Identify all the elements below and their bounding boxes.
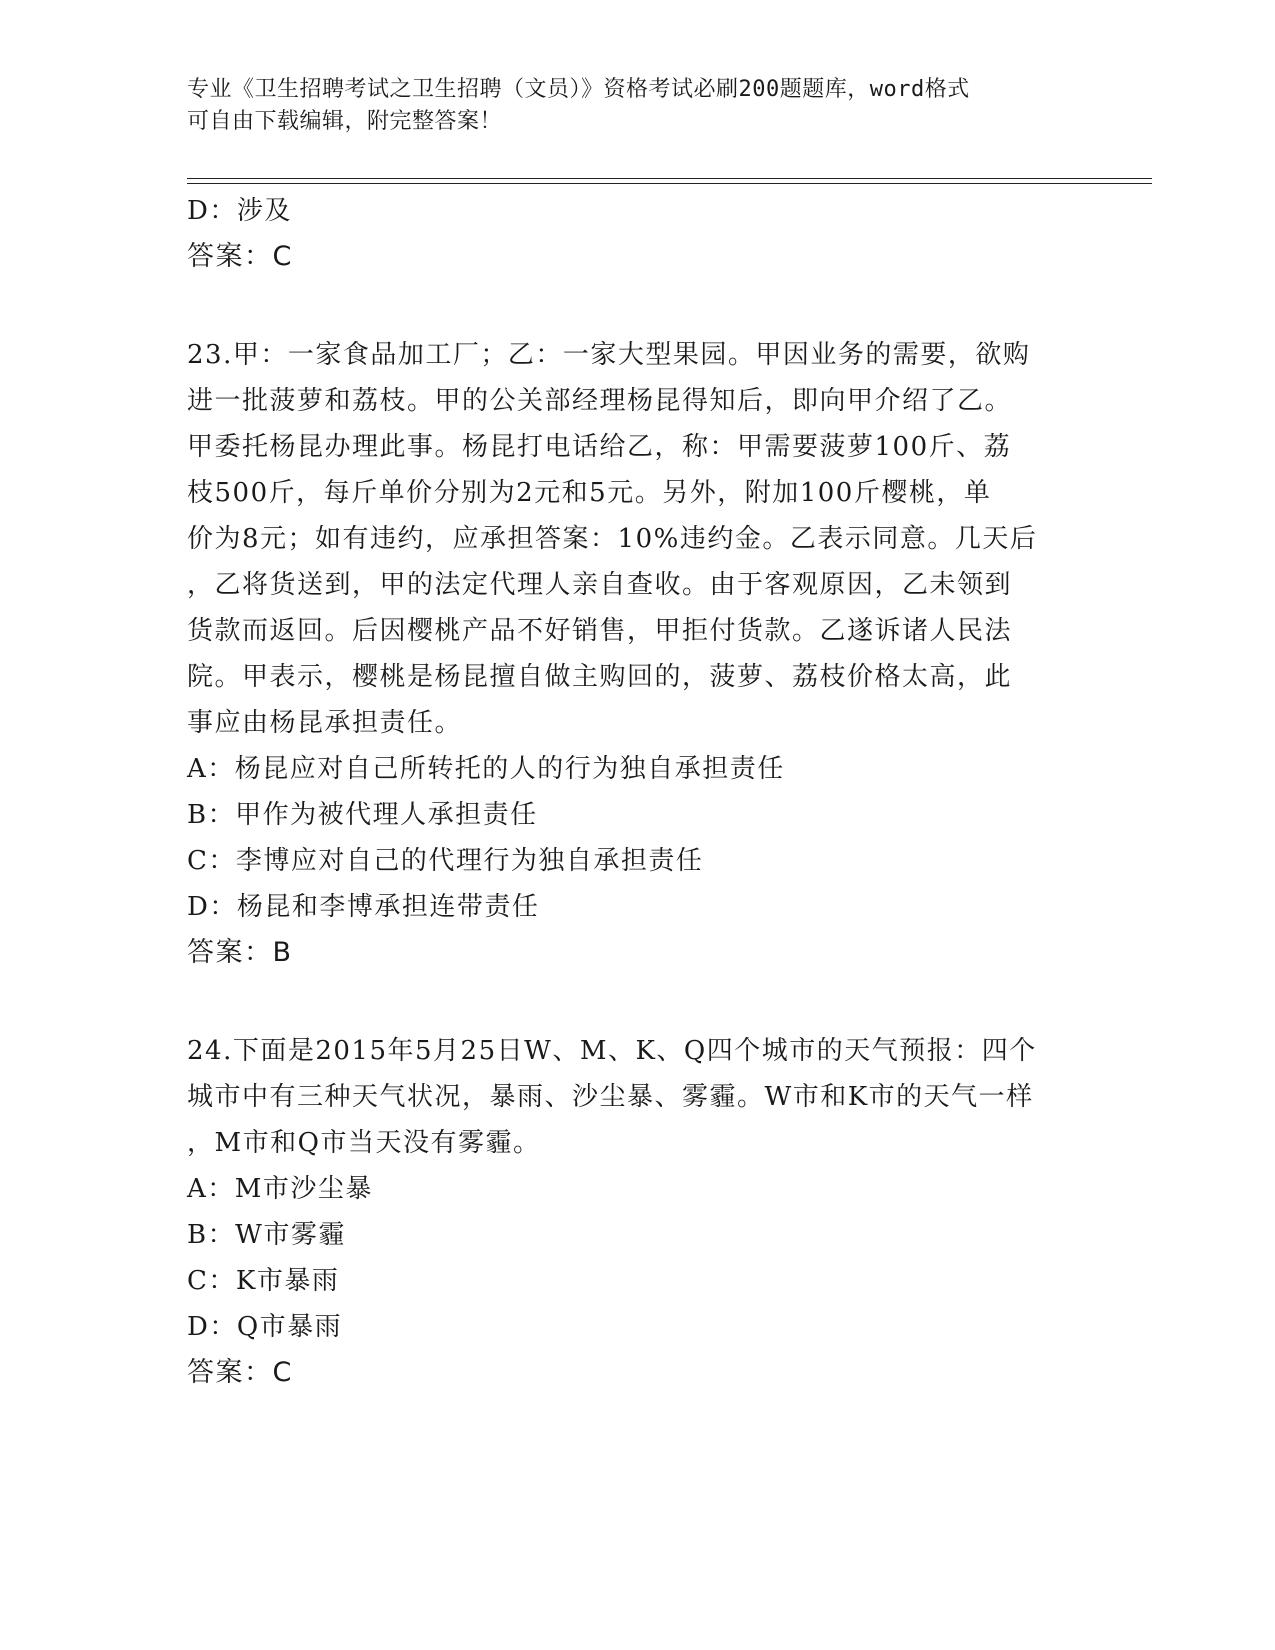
question-23 xyxy=(187,332,1087,976)
question-24 xyxy=(187,1028,1087,1396)
q23-text-line: 甲委托杨昆办理此事。杨昆打电话给乙，称：甲需要菠萝100斤、荔 xyxy=(187,432,1012,462)
q23-option-c: C：李博应对自己的代理行为独自承担责任 xyxy=(187,846,704,876)
q24-text-line: 城市中有三种天气状况，暴雨、沙尘暴、雾霾。W市和K市的天气一样 xyxy=(187,1082,1034,1112)
spacer xyxy=(187,280,1087,332)
q23-text-line: 23.甲：一家食品加工厂；乙：一家大型果园。甲因业务的需要，欲购 xyxy=(187,340,1031,370)
header-divider-top xyxy=(187,178,1152,179)
header-divider-bottom xyxy=(187,183,1152,184)
q23-text-line: ，乙将货送到，甲的法定代理人亲自查收。由于客观原因，乙未领到 xyxy=(187,570,1013,600)
q23-text-line: 货款而返回。后因樱桃产品不好销售，甲拒付货款。乙遂诉诸人民法 xyxy=(187,616,1013,646)
q23-option-d: D：杨昆和李博承担连带责任 xyxy=(187,892,540,922)
question-content xyxy=(187,188,1087,1396)
q23-text-line: 价为8元；如有违约，应承担答案：10%违约金。乙表示同意。几天后 xyxy=(187,524,1038,554)
q23-text-line: 事应由杨昆承担责任。 xyxy=(187,708,463,738)
q23-text-line: 枝500斤，每斤单价分别为2元和5元。另外，附加100斤樱桃，单 xyxy=(187,478,992,508)
q23-answer: 答案：B xyxy=(187,937,293,968)
header-line-2: 可自由下载编辑，附完整答案！ xyxy=(187,109,503,134)
page-header xyxy=(187,74,1067,138)
q24-text-line: ，M市和Q市当天没有雾霾。 xyxy=(187,1128,541,1158)
q24-text-line: 24.下面是2015年5月25日W、M、K、Q四个城市的天气预报：四个 xyxy=(187,1036,1037,1066)
q23-option-b: B：甲作为被代理人承担责任 xyxy=(187,800,538,830)
q24-option-d: D：Q市暴雨 xyxy=(187,1312,343,1342)
q24-answer: 答案：C xyxy=(187,1357,293,1388)
q24-option-b: B：W市雾霾 xyxy=(187,1220,346,1250)
prev-option-d: D：涉及 xyxy=(187,196,292,226)
q24-option-c: C：K市暴雨 xyxy=(187,1266,340,1296)
prev-answer: 答案：C xyxy=(187,241,293,272)
q24-option-a: A：M市沙尘暴 xyxy=(187,1174,373,1204)
q23-option-a: A：杨昆应对自己所转托的人的行为独自承担责任 xyxy=(187,754,785,784)
q23-text-line: 院。甲表示，樱桃是杨昆擅自做主购回的，菠萝、荔枝价格太高，此 xyxy=(187,662,1013,692)
spacer xyxy=(187,976,1087,1028)
q23-text-line: 进一批菠萝和荔枝。甲的公关部经理杨昆得知后，即向甲介绍了乙。 xyxy=(187,386,1013,416)
header-line-1: 专业《卫生招聘考试之卫生招聘（文员）》资格考试必刷200题题库，word格式 xyxy=(187,77,970,102)
